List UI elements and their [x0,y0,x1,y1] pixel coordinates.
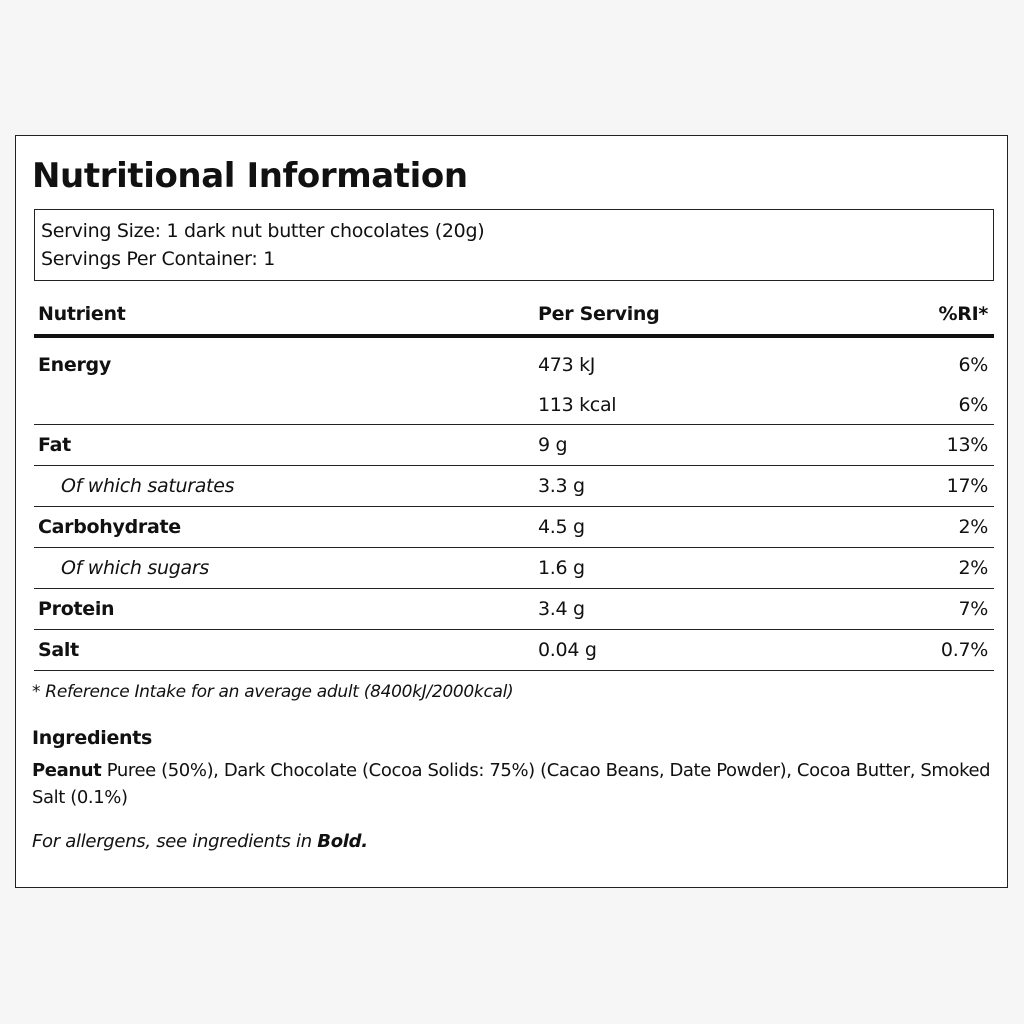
header-nutrient: Nutrient [38,303,126,325]
table-row-fat [34,425,994,466]
header-per-serving: Per Serving [538,303,660,325]
ri-value: 0.7% [940,639,988,661]
nutrition-panel [15,135,1008,888]
ingredients-text [32,757,997,811]
per-serving-value: 3.4 g [538,598,585,620]
ri-value: 17% [946,475,988,497]
allergen-note-bold: Bold. [317,831,368,852]
table-row-carbohydrate [34,507,994,548]
ri-value: 2% [958,557,988,579]
servings-per-container: Servings Per Container: 1 [41,248,275,270]
table-row-protein [34,589,994,630]
ri-value: 2% [958,516,988,538]
per-serving-value: 113 kcal [538,394,617,416]
reference-intake-footnote: * Reference Intake for an average adult (8400kJ/2000kcal) [32,682,514,702]
table-row-sugars [34,548,994,589]
nutrient-label: Energy [38,354,111,376]
ingredients-list: Puree (50%), Dark Chocolate (Cocoa Solids: 75%) (Cacao Beans, Date Powder), Cocoa Butter, Smoked Salt (0.1%) [32,760,991,808]
per-serving-value: 4.5 g [538,516,585,538]
ri-value: 13% [946,434,988,456]
nutrient-label: Fat [38,434,71,456]
per-serving-value: 1.6 g [538,557,585,579]
allergen-note [32,829,368,855]
ri-value: 7% [958,598,988,620]
allergen-note-text: For allergens, see ingredients in [32,831,318,852]
nutrient-label: Carbohydrate [38,516,181,538]
ingredients-heading: Ingredients [32,727,153,749]
table-row-energy [34,338,994,425]
ri-value: 6% [958,354,988,376]
nutrition-table [34,296,994,671]
per-serving-value: 0.04 g [538,639,597,661]
per-serving-value: 473 kJ [538,354,596,376]
nutrient-label: Of which saturates [61,475,235,497]
table-row-salt [34,630,994,671]
nutrient-label: Protein [38,598,115,620]
nutrient-label: Of which sugars [61,557,209,579]
serving-size: Serving Size: 1 dark nut butter chocolates (20g) [41,220,485,242]
header-ri: %RI* [938,303,988,325]
per-serving-value: 3.3 g [538,475,585,497]
nutrient-label: Salt [38,639,79,661]
per-serving-value: 9 g [538,434,568,456]
allergen-ingredient: Peanut [32,760,102,781]
ri-value: 6% [958,394,988,416]
table-header [34,296,994,338]
page-title: Nutritional Information [32,156,468,196]
serving-info-box [34,209,994,281]
table-row-saturates [34,466,994,507]
